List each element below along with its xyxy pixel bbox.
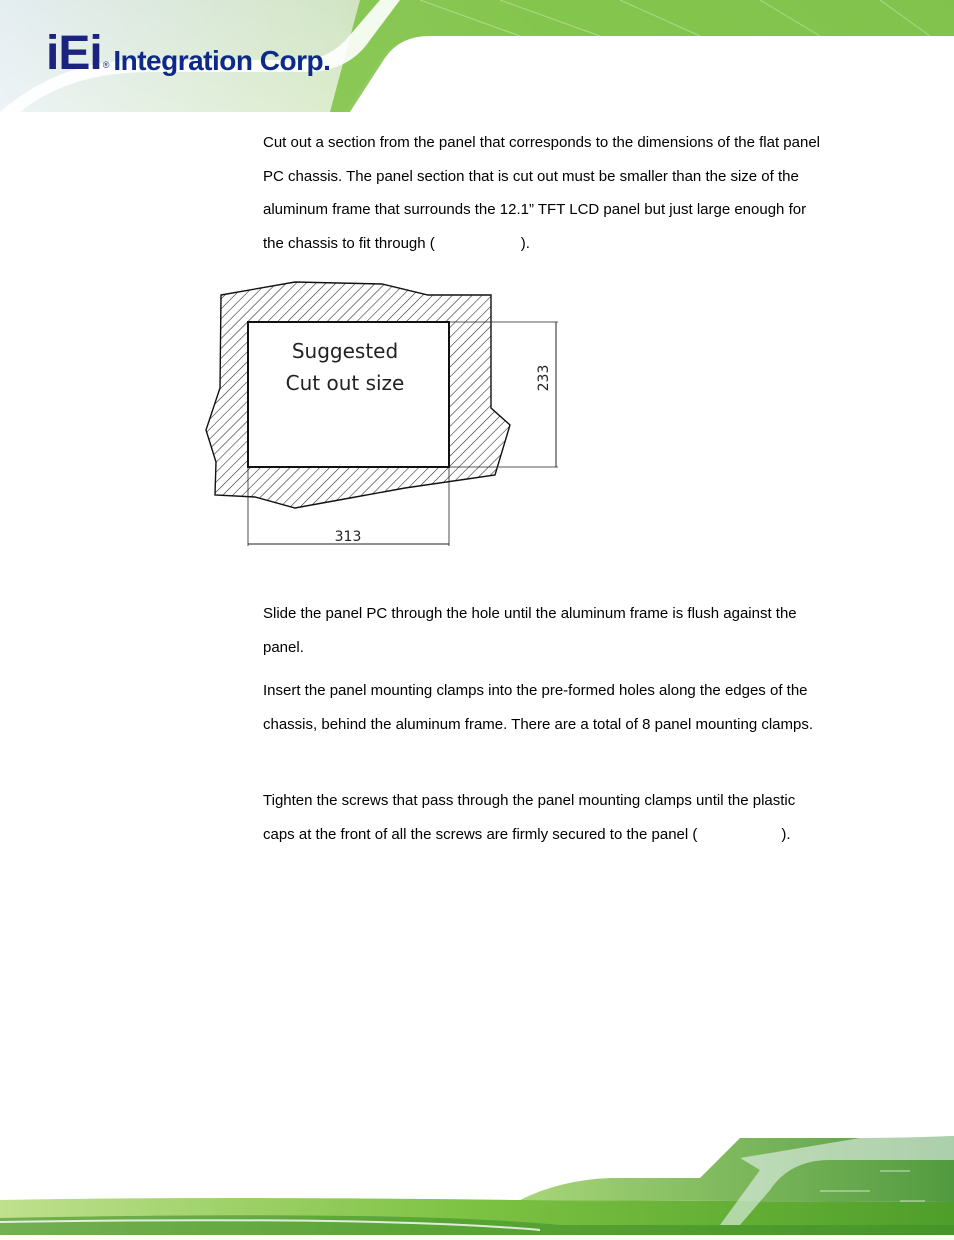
paragraph-tighten-end: ). xyxy=(781,825,791,843)
paragraph-tighten-text: Tighten the screws that pass through the panel mounting clamps until the plastic caps at the front of all the screws are firmly secured to the panel ( xyxy=(263,792,796,843)
paragraph-slide: Slide the panel PC through the hole until the aluminum frame is flush against the panel. xyxy=(263,605,797,656)
instruction-slide xyxy=(263,597,823,664)
paragraph-tighten xyxy=(263,784,823,851)
logo-wordmark: Integration Corp. xyxy=(113,45,331,76)
instruction-clamps xyxy=(263,674,823,741)
paragraph-cutout xyxy=(263,126,823,260)
paragraph-cutout-text: Cut out a section from the panel that corresponds to the dimensions of the flat panel PC chassis. The panel section that is cut out must be smaller than the size of the aluminum frame that surrounds the 12.1” TFT LCD panel but just large enough for the chassis to fit through ( xyxy=(263,134,820,252)
footer-banner-graphic xyxy=(0,1130,954,1235)
logo-mark: iEi xyxy=(46,27,102,80)
cutout-label-line1: Suggested xyxy=(291,339,399,363)
instruction-tighten xyxy=(263,784,823,851)
paragraph-clamps: Insert the panel mounting clamps into the pre-formed holes along the edges of the chassis, behind the aluminum frame. There are a total of 8 panel mounting clamps. xyxy=(263,682,814,733)
instruction-cutout xyxy=(263,126,823,260)
page-footer xyxy=(0,1130,954,1235)
cutout-diagram xyxy=(200,280,552,550)
cutout-diagram-svg xyxy=(200,280,530,550)
height-dimension-graphic xyxy=(530,280,560,550)
cutout-label-line2: Cut out size xyxy=(285,371,405,395)
page-header xyxy=(0,0,954,112)
width-dimension-label: 313 xyxy=(334,529,362,545)
logo-registered-mark: ® xyxy=(102,60,110,70)
height-dimension-label: 233 xyxy=(536,364,552,392)
company-logo xyxy=(46,26,331,80)
paragraph-cutout-end: ). xyxy=(520,234,530,252)
